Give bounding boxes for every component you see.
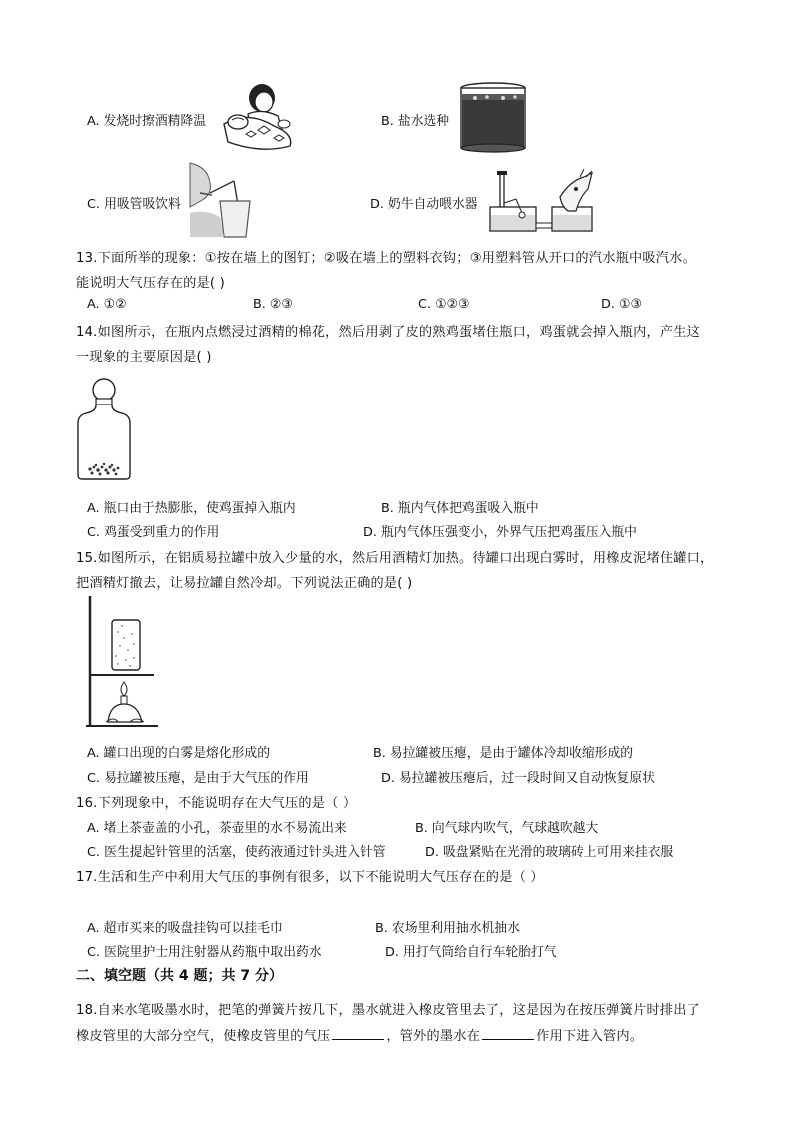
q16-option-a: A. 堵上茶壶盖的小孔，茶壶里的水不易流出来 [87, 821, 347, 836]
answer-blank-1[interactable] [332, 1027, 384, 1040]
q12-option-a: A. 发烧时擦酒精降温 [87, 114, 207, 129]
q16-stem: 16.下列现象中，不能说明存在大气压的是（ ） [76, 796, 357, 811]
q14-stem-line1: 14.如图所示，在瓶内点燃浸过酒精的棉花，然后用剥了皮的熟鸡蛋堵住瓶口，鸡蛋就会掉入瓶内，产生这 [76, 325, 701, 340]
q14-stem-line2: 一现象的主要原因是( ) [76, 350, 212, 365]
q18-stem-line2 [76, 1025, 643, 1044]
can-heating-image [84, 596, 160, 730]
q18-text-part3: 作用下进入管内。 [536, 1029, 644, 1044]
q18-text-part2: ，管外的墨水在 [386, 1029, 481, 1044]
q13-option-b: B. ②③ [253, 297, 293, 312]
q18-stem-line1: 18.自来水笔吸墨水时，把笔的弹簧片按几下，墨水就进入橡皮管里去了，这是因为在按压弹簧片时排出了 [76, 1003, 701, 1018]
section-title: 二、填空题（共 4 题；共 7 分） [76, 968, 283, 984]
q15-option-d: D. 易拉罐被压瘪后，过一段时间又自动恢复原状 [381, 771, 655, 786]
q15-option-c: C. 易拉罐被压瘪，是由于大气压的作用 [87, 771, 309, 786]
q14-option-c: C. 鸡蛋受到重力的作用 [87, 525, 220, 540]
q13-option-a: A. ①② [87, 297, 127, 312]
q17-option-c: C. 医院里护士用注射器从药瓶中取出药水 [87, 945, 322, 960]
cow-waterer-image [488, 167, 596, 235]
q15-stem-line2: 把酒精灯撤去，让易拉罐自然冷却。下列说法正确的是( ) [76, 576, 413, 591]
q16-option-c: C. 医生提起针管里的活塞，使药液通过针头进入针管 [87, 845, 386, 860]
q17-stem: 17.生活和生产中利用大气压的事例有很多，以下不能说明大气压存在的是（ ） [76, 870, 544, 885]
q15-option-b: B. 易拉罐被压瘪，是由于罐体冷却收缩形成的 [373, 746, 634, 761]
q18-text-part1: 橡皮管里的大部分空气，使橡皮管里的气压 [76, 1029, 331, 1044]
q12-option-b: B. 盐水选种 [381, 114, 450, 129]
q15-option-a: A. 罐口出现的白雾是熔化形成的 [87, 746, 271, 761]
q12-option-c: C. 用吸管吸饮料 [87, 197, 181, 212]
q13-stem-line1: 13.下面所举的现象：①按在墙上的图钉；②吸在墙上的塑料衣钩；③用塑料管从开口的汽水瓶中吸汽水。 [76, 251, 696, 266]
q16-option-d: D. 吸盘紧贴在光滑的玻璃砖上可用来挂衣服 [425, 845, 674, 860]
beaker-seeds-image [457, 82, 529, 154]
egg-bottle-image [76, 377, 132, 481]
fever-sponge-image [218, 80, 300, 154]
q16-option-b: B. 向气球内吹气，气球越吹越大 [415, 821, 599, 836]
answer-blank-2[interactable] [482, 1027, 534, 1040]
q15-stem-line1: 15.如图所示，在铝质易拉罐中放入少量的水，然后用酒精灯加热。待罐口出现白雾时，用橡皮泥堵住罐口， [76, 551, 714, 566]
straw-drink-image [190, 163, 258, 237]
q14-option-b: B. 瓶内气体把鸡蛋吸入瓶中 [381, 501, 539, 516]
q17-option-b: B. 农场里利用抽水机抽水 [375, 921, 520, 936]
q17-option-d: D. 用打气筒给自行车轮胎打气 [385, 945, 557, 960]
q14-option-d: D. 瓶内气体压强变小，外界气压把鸡蛋压入瓶中 [363, 525, 637, 540]
q13-option-c: C. ①②③ [418, 297, 470, 312]
q13-stem-line2: 能说明大气压存在的是( ) [76, 276, 225, 291]
q17-option-a: A. 超市买来的吸盘挂钩可以挂毛巾 [87, 921, 283, 936]
q12-option-d: D. 奶牛自动喂水器 [370, 197, 478, 212]
q14-option-a: A. 瓶口由于热膨胀，使鸡蛋掉入瓶内 [87, 501, 296, 516]
q13-option-d: D. ①③ [601, 297, 642, 312]
